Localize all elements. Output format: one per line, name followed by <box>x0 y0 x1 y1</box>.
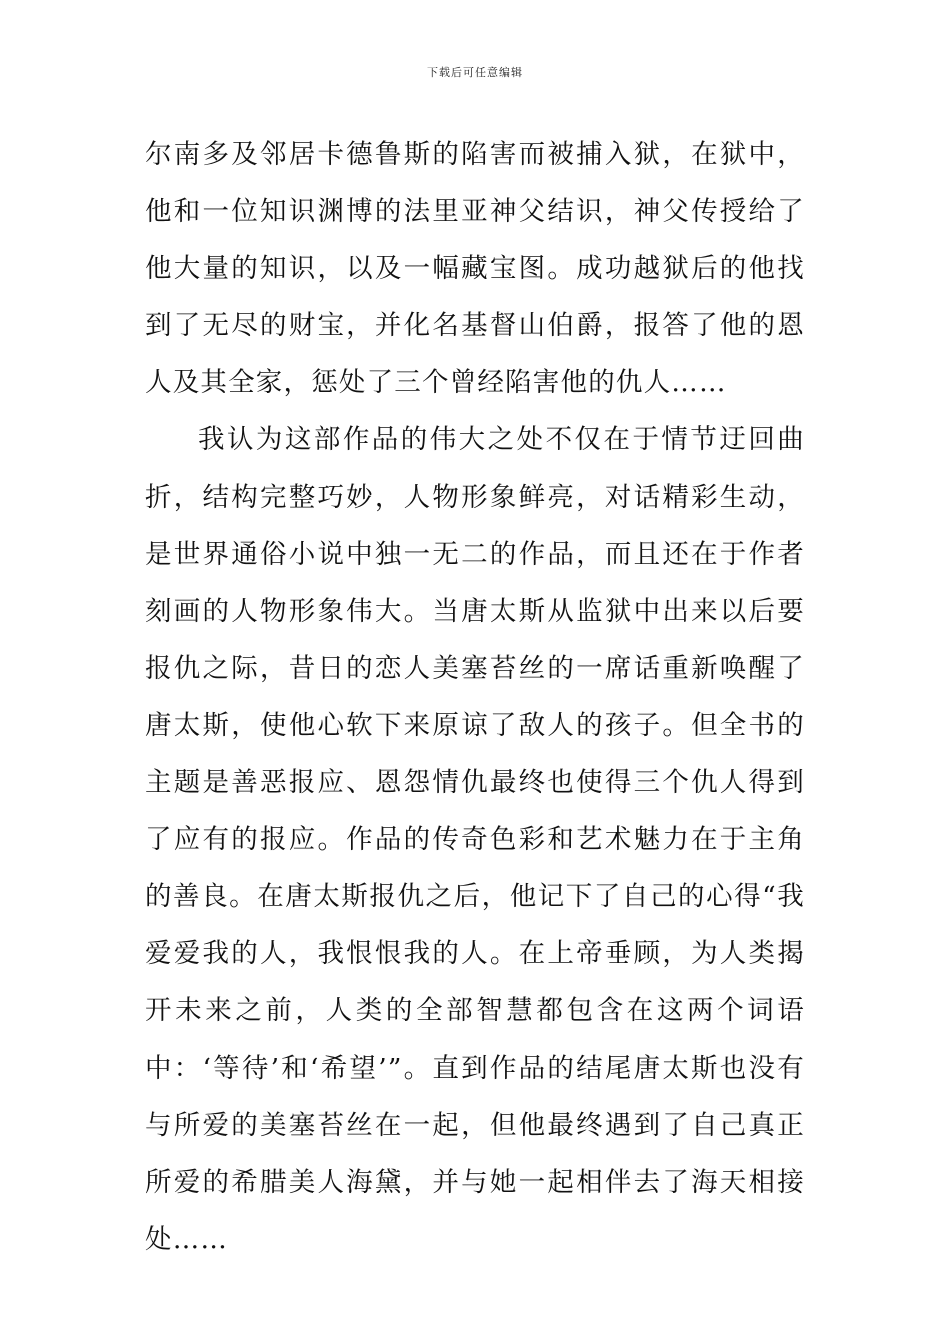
page-header: 下载后可任意编辑 <box>427 66 523 79</box>
paragraph-review: 我认为这部作品的伟大之处不仅在于情节迂回曲折，结构完整巧妙，人物形象鲜亮，对话精彩生动，是世界通俗小说中独一无二的作品，而且还在于作者刻画的人物形象伟大。当唐太斯从监狱中出来以后要报仇之际，昔日的恋人美塞苔丝的一席话重新唤醒了唐太斯，使他心软下来原谅了敌人的孩子。但全书的主题是善恶报应、恩怨情仇最终也使得三个仇人得到了应有的报应。作品的传奇色彩和艺术魅力在于主角的善良。在唐太斯报仇之后，他记下了自己的心得“我爱爱我的人，我恨恨我的人。在上帝垂顾，为人类揭开未来之前，人类的全部智慧都包含在这两个词语中：‘等待’和‘希望’”。直到作品的结尾唐太斯也没有与所爱的美塞苔丝在一起，但他最终遇到了自己真正所爱的希腊美人海黛，并与她一起相伴去了海天相接处…… <box>145 424 805 1255</box>
paragraph-continuation: 尔南多及邻居卡德鲁斯的陷害而被捕入狱，在狱中，他和一位知识渊博的法里亚神父结识，神父传授给了他大量的知识，以及一幅藏宝图。成功越狱后的他找到了无尽的财宝，并化名基督山伯爵，报答了他的恩人及其全家，惩处了三个曾经陷害他的仇人…… <box>145 139 805 399</box>
document-body <box>145 126 805 1268</box>
